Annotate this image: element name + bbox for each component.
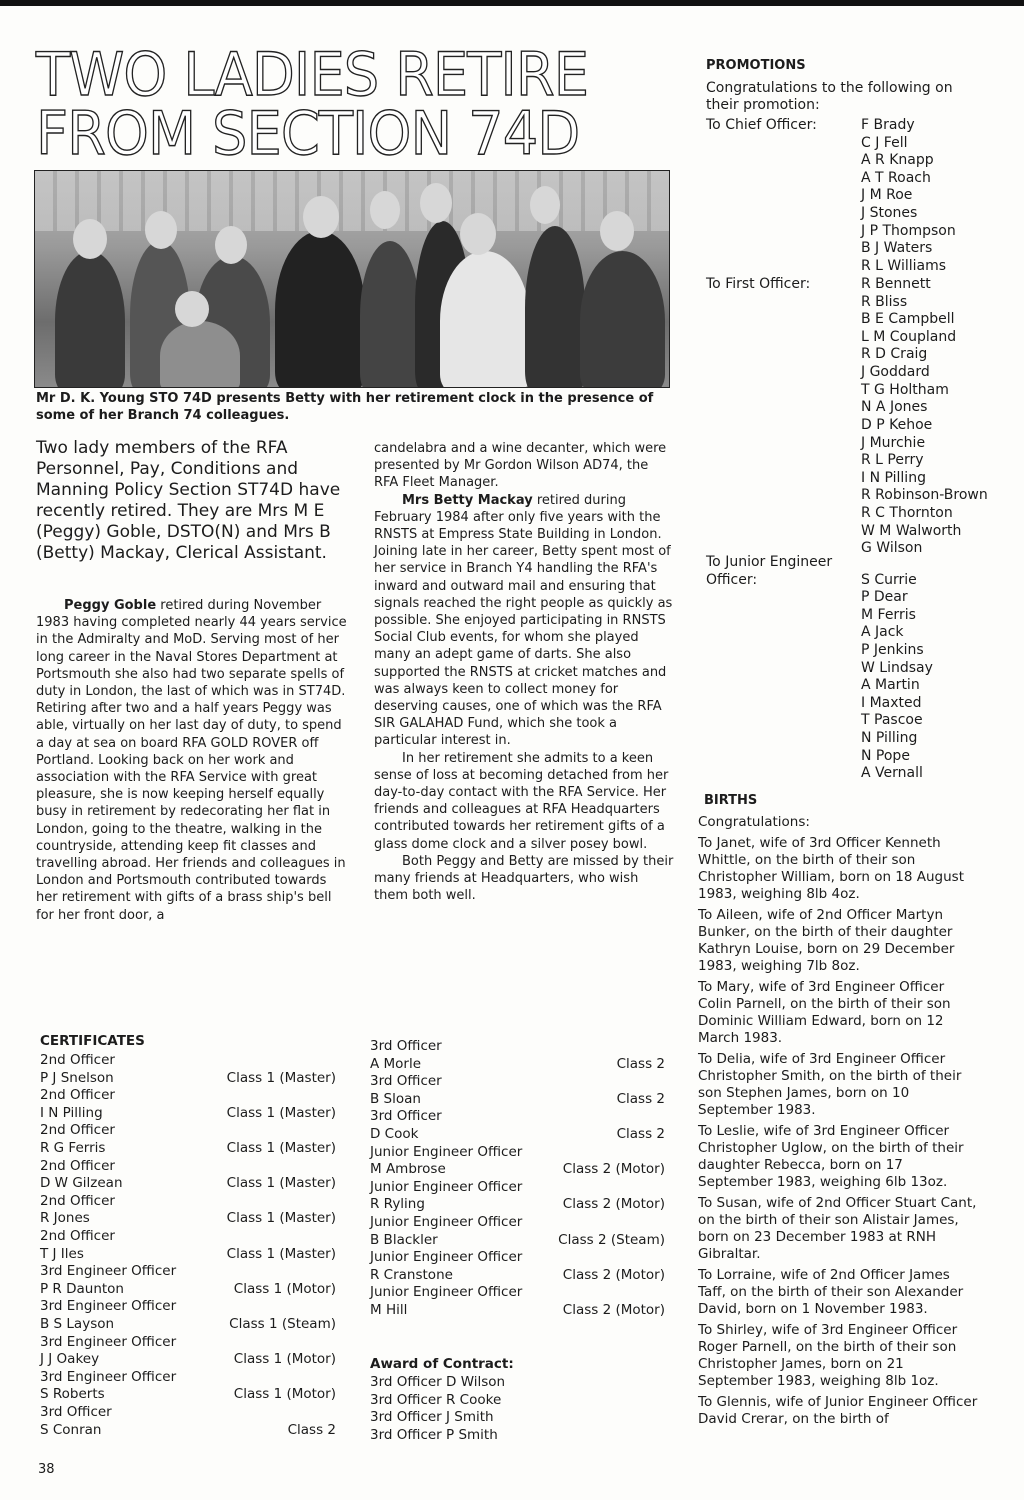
cert-class: Class 2 (Motor) [562, 1302, 665, 1318]
award-item: 3rd Officer D Wilson [370, 1374, 506, 1390]
award-item: 3rd Officer J Smith [370, 1409, 494, 1426]
cert-name: I N Pilling [40, 1104, 103, 1121]
cert-rank: 3rd Engineer Officer [40, 1263, 177, 1280]
promoted-name: R Bennett [861, 276, 931, 292]
promoted-name: T Pascoe [861, 712, 923, 729]
promoted-name: R Robinson-Brown [861, 487, 988, 504]
promoted-name: B J Waters [861, 240, 933, 257]
promoted-name: S Currie [861, 571, 917, 588]
promoted-name: J P Thompson [861, 222, 956, 239]
promoted-name: F Brady [861, 117, 915, 133]
photo-caption: Mr D. K. Young STO 74D presents Betty with her retirement clock in the presence of some of her Branch 74 colleagues. [36, 391, 654, 423]
cert-class: Class 2 (Steam) [558, 1231, 665, 1248]
promoted-name: R L Perry [861, 452, 924, 469]
cert-rank: 3rd Engineer Officer [40, 1333, 177, 1350]
cert-class: Class 1 (Master) [226, 1210, 336, 1227]
cert-class: Class 1 (Master) [226, 1245, 336, 1262]
betty-mackay-text: retired during February 1984 after only five years with the RNSTS at Empress State Building in London. Joining late in her career, Betty spent most of her service in Branch Y4 handling the RFA's inward and outward mail and ensuring that signals reached the right people as quickly as possible. She enjoyed participating in RNSTS Social Club events, for whom she played many an adept game of darts. She also supported the RNSTS at cricket matches and was always keen to collect money for deserving causes, one of which was the RFA SIR GALAHAD Fund, which she took a particular interest in. [374, 492, 673, 749]
cert-class: Class 1 (Master) [226, 1069, 336, 1086]
promoted-name: R C Thornton [861, 505, 953, 522]
birth-announcement: To Lorraine, wife of 2nd Officer James Taff, on the birth of their son Alexander David, born on 1 November 1983. [698, 1267, 964, 1317]
cert-rank: 3rd Engineer Officer [40, 1368, 177, 1385]
cert-name: P R Daunton [40, 1280, 124, 1297]
promotions-intro-2: their promotion: [706, 97, 820, 113]
cert-class: Class 2 (Motor) [562, 1266, 665, 1283]
promoted-name: L M Coupland [861, 328, 957, 345]
cert-name: R Ryling [370, 1196, 425, 1213]
cert-class: Class 2 [616, 1126, 665, 1142]
col2-paragraph-3: In her retirement she admits to a keen sense of loss at becoming detached from her day-to-day contact with the RFA Service. Her friends and colleagues at RFA Headquarters contributed towards her retirement gifts of a glass dome clock and a silver posey bowl. [374, 750, 669, 852]
promoted-name: W Lindsay [861, 659, 933, 676]
headline-line-1: TWO LADIES RETIRE [36, 40, 589, 110]
promoted-name: J Goddard [861, 364, 930, 381]
cert-name: B Sloan [370, 1090, 421, 1107]
cert-rank: 3rd Engineer Officer [40, 1298, 177, 1315]
cert-rank: Junior Engineer Officer [370, 1284, 523, 1301]
promoted-name: A R Knapp [861, 152, 934, 169]
cert-rank: Junior Engineer Officer [370, 1249, 523, 1266]
promoted-name: N Pope [861, 747, 910, 764]
promoted-name: R D Craig [861, 346, 928, 363]
birth-announcement: To Mary, wife of 3rd Engineer Officer Colin Parnell, on the birth of their son Dominic William Edward, born on 12 March 1983. [698, 979, 951, 1046]
promotion-group-label: Officer: [706, 571, 758, 588]
birth-announcement: To Glennis, wife of Junior Engineer Officer David Crerar, on the birth of [698, 1394, 978, 1427]
promotion-group-label: To First Officer: [706, 276, 811, 292]
cert-class: Class 2 (Motor) [562, 1196, 665, 1213]
promoted-name: R Bliss [861, 293, 908, 310]
cert-name: D Cook [370, 1126, 419, 1142]
promotions-heading: PROMOTIONS [706, 58, 806, 73]
headline-line-2: FROM SECTION 74D [36, 99, 580, 169]
promoted-name: J Stones [861, 205, 918, 222]
promoted-name: I N Pilling [861, 469, 926, 486]
promoted-name: P Jenkins [861, 641, 924, 658]
promoted-name: A T Roach [861, 169, 931, 186]
cert-class: Class 2 [616, 1090, 665, 1107]
promoted-name: A Vernall [861, 765, 923, 782]
group-photo [34, 170, 670, 388]
cert-rank: 3rd Officer [370, 1108, 442, 1125]
cert-rank: 3rd Officer [370, 1073, 442, 1090]
page-top-rule [0, 0, 1024, 6]
birth-announcement: To Delia, wife of 3rd Engineer Officer Christopher Smith, on the birth of their son Stephen James, born on 10 September 1983. [698, 1051, 962, 1118]
cert-name: M Hill [370, 1302, 408, 1318]
birth-announcement: To Aileen, wife of 2nd Officer Martyn Bunker, on the birth of their daughter Kathryn Louise, born on 29 December 1983, weighing 7lb 8oz. [698, 907, 955, 974]
betty-mackay-name: Mrs Betty Mackay [402, 492, 533, 508]
birth-announcement: To Susan, wife of 2nd Officer Stuart Cant, on the birth of their son Alistair James, born on 23 December 1983 at RNH Gibraltar. [698, 1195, 977, 1262]
births-heading: BIRTHS [704, 793, 758, 808]
cert-class: Class 2 [287, 1421, 336, 1438]
promoted-name: N A Jones [861, 399, 928, 416]
promotions-intro-1: Congratulations to the following on [706, 80, 953, 96]
births-intro: Congratulations: [698, 814, 810, 830]
cert-name: R Jones [40, 1210, 90, 1227]
promotion-group-label: To Junior Engineer [706, 554, 833, 570]
cert-rank: Junior Engineer Officer [370, 1143, 523, 1160]
births-list [698, 814, 980, 1432]
cert-class: Class 1 (Master) [226, 1140, 336, 1156]
peggy-goble-text: retired during November 1983 having completed nearly 44 years service in the Admiralty and MoD. Serving most of her long career in the Naval Stores Department at Portsmouth she also had two separate spells of duty in London, the last of which was in ST74D. Retiring after two and a half years Peggy was able, virtually on her last day of duty, to spend a day at sea on board RFA GOLD ROVER off Portland. Looking back on her work and association with the RFA Service with great pleasure, she is now keeping herself equally busy in retirement by redecorating her flat in London, going to the theatre, walking in the countryside, attending keep fit classes and travelling abroad. Her friends and colleagues in London and Portsmouth contributed towards her retirement with gifts of a brass ship's bell for her front door, a [36, 598, 347, 923]
birth-announcement: To Shirley, wife of 3rd Engineer Officer Roger Parnell, on the birth of their son Christopher James, born on 21 September 1983, weighing 8lb 1oz. [698, 1322, 958, 1389]
cert-name: J J Oakey [40, 1351, 100, 1368]
promoted-name: W M Walworth [861, 522, 962, 539]
promoted-name: M Ferris [861, 606, 916, 623]
page-number: 38 [38, 1462, 55, 1477]
photo-background-wall [35, 171, 669, 231]
cert-name: S Roberts [40, 1386, 105, 1403]
cert-class: Class 1 (Master) [226, 1104, 336, 1121]
cert-class: Class 2 [616, 1055, 665, 1072]
cert-rank: 2nd Officer [40, 1052, 115, 1068]
cert-rank: Junior Engineer Officer [370, 1214, 523, 1230]
cert-rank: 2nd Officer [40, 1157, 115, 1174]
award-heading: Award of Contract: [370, 1356, 514, 1372]
cert-name: B Blackler [370, 1231, 438, 1248]
peggy-goble-name: Peggy Goble [64, 598, 157, 613]
promoted-name: R L Williams [861, 257, 947, 274]
promoted-name: I Maxted [861, 694, 922, 711]
cert-name: R Cranstone [370, 1266, 453, 1283]
cert-class: Class 2 (Motor) [562, 1161, 665, 1178]
promoted-name: B E Campbell [861, 311, 955, 328]
award-item: 3rd Officer P Smith [370, 1426, 498, 1443]
promoted-name: P Dear [861, 589, 908, 606]
promoted-name: A Jack [861, 624, 904, 641]
cert-rank: 3rd Officer [370, 1038, 442, 1054]
birth-announcement: To Janet, wife of 3rd Officer Kenneth Whittle, on the birth of their son Christopher William, born on 18 August 1983, weighing 8lb 4oz. [698, 835, 965, 902]
cert-name: T J Iles [40, 1245, 84, 1262]
promoted-name: C J Fell [861, 134, 908, 151]
cert-rank: Junior Engineer Officer [370, 1178, 523, 1195]
cert-class: Class 1 (Master) [226, 1175, 336, 1192]
birth-announcement: To Leslie, wife of 3rd Engineer Officer Christopher Uglow, on the birth of their daughter Rebecca, born on 17 September 1983, weighing 6lb 13oz. [698, 1123, 964, 1190]
promoted-name: J Murchie [861, 434, 926, 451]
cert-name: P J Snelson [40, 1069, 114, 1086]
cert-name: D W Gilzean [40, 1175, 123, 1192]
promoted-name: D P Kehoe [861, 416, 933, 433]
promoted-name: N Pilling [861, 730, 918, 747]
col2-paragraph-1: candelabra and a wine decanter, which were presented by Mr Gordon Wilson AD74, the RFA Fleet Manager. [374, 441, 667, 491]
col2-paragraph-4: Both Peggy and Betty are missed by their many friends at Headquarters, who wish them both well. [374, 853, 674, 904]
promoted-name: T G Holtham [861, 381, 949, 398]
cert-rank: 2nd Officer [40, 1087, 115, 1104]
cert-name: S Conran [40, 1421, 102, 1438]
cert-rank: 2nd Officer [40, 1122, 115, 1139]
article-column-2 [374, 440, 674, 904]
promoted-name: G Wilson [861, 540, 923, 557]
promoted-name: J M Roe [861, 187, 913, 204]
cert-name: M Ambrose [370, 1161, 446, 1178]
cert-class: Class 1 (Steam) [229, 1316, 336, 1332]
cert-name: B S Layson [40, 1316, 115, 1332]
promoted-name: A Martin [861, 677, 920, 694]
cert-name: A Morle [370, 1055, 422, 1072]
cert-class: Class 1 (Motor) [233, 1386, 336, 1403]
lead-paragraph: Two lady members of the RFA Personnel, Pay, Conditions and Manning Policy Section ST74D have recently retired. They are Mrs M E (Peggy) Goble, DSTO(N) and Mrs B (Betty) Mackay, Clerical Assistant. [36, 438, 341, 563]
cert-name: R G Ferris [40, 1140, 106, 1156]
certificates-heading: CERTIFICATES [40, 1033, 145, 1049]
article-column-1 [36, 597, 348, 924]
cert-rank: 3rd Officer [40, 1404, 112, 1420]
cert-rank: 2nd Officer [40, 1192, 115, 1209]
cert-class: Class 1 (Motor) [233, 1280, 336, 1297]
promotion-group-label: To Chief Officer: [706, 117, 817, 133]
cert-rank: 2nd Officer [40, 1228, 115, 1244]
award-item: 3rd Officer R Cooke [370, 1391, 502, 1408]
cert-class: Class 1 (Motor) [233, 1351, 336, 1368]
headline [36, 40, 631, 169]
